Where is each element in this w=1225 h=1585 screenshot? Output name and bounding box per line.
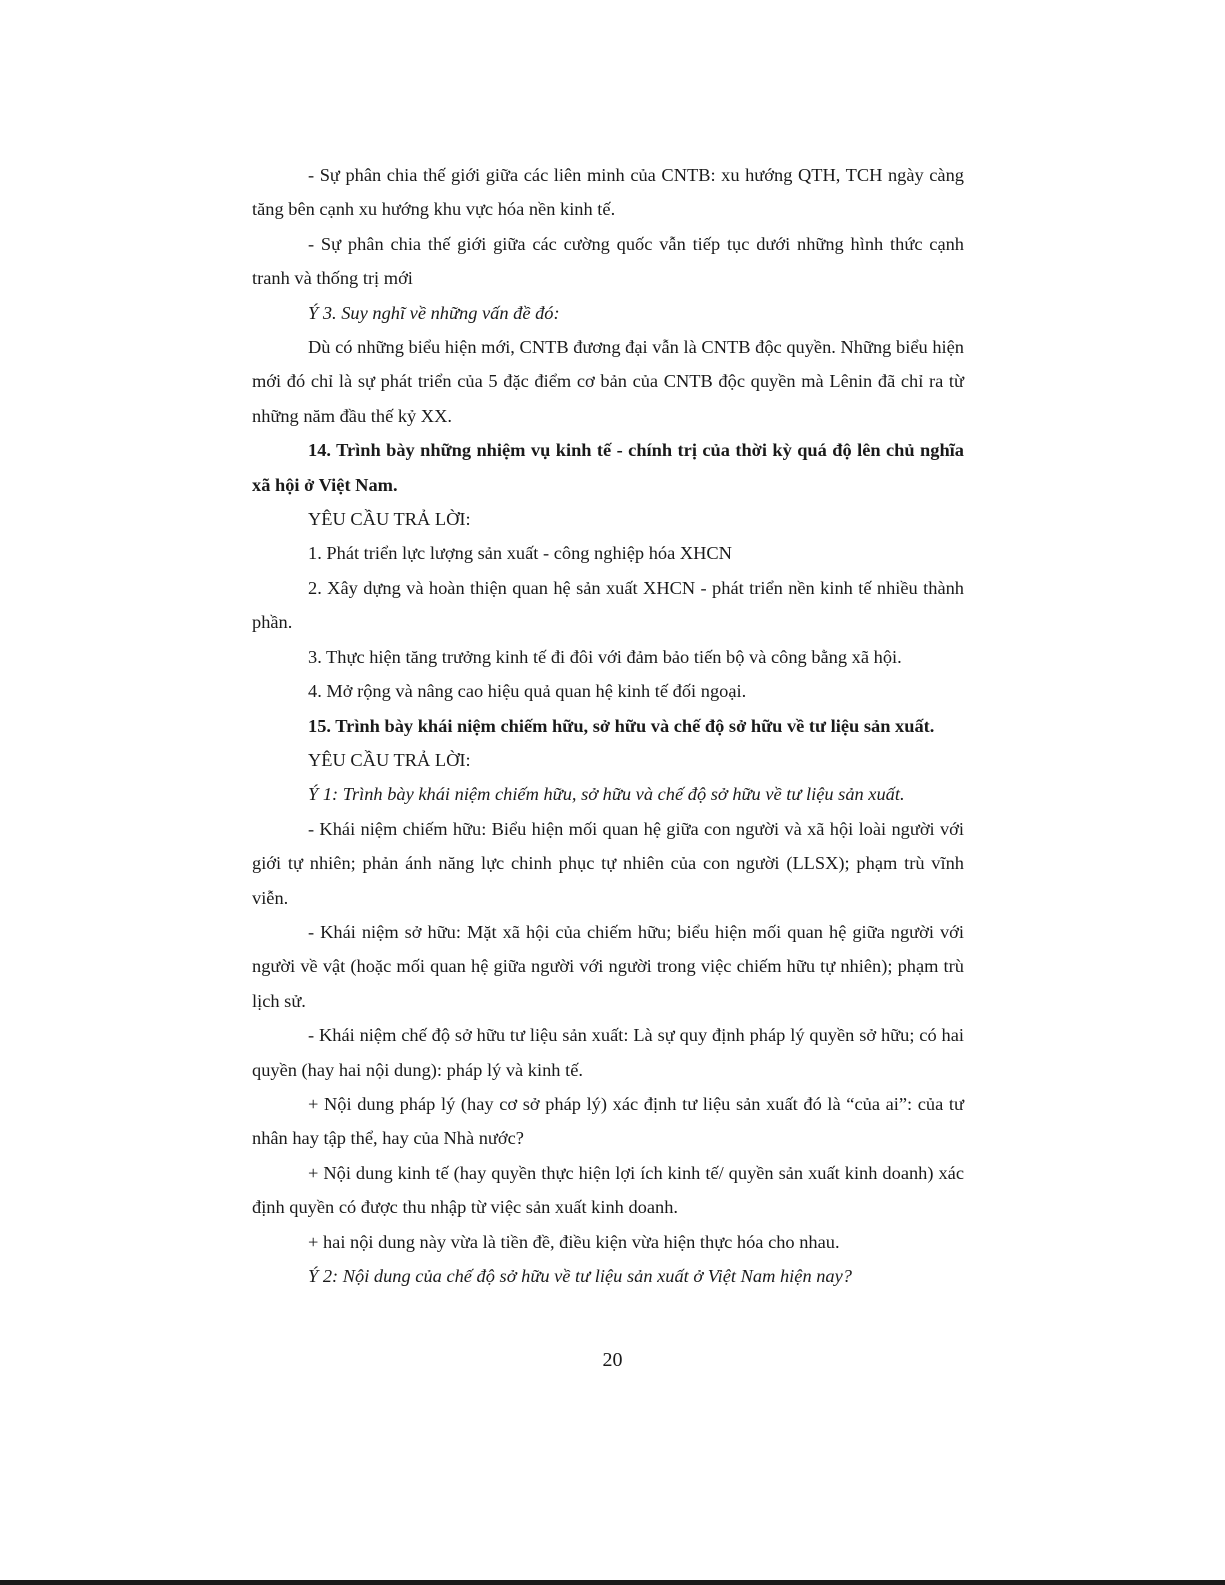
task-item-1: 1. Phát triển lực lượng sản xuất - công nghiệp hóa XHCN — [308, 543, 732, 564]
paragraph-possession-concept: - Khái niệm chiếm hữu: Biểu hiện mối quan hệ giữa con người và xã hội loài người với giới tự nhiên; phản ánh năng lực chinh phục tự nhiên của con người (LLSX); phạm trù vĩnh viễn. — [252, 818, 964, 908]
subheading-y3: Ý 3. Suy nghĩ về những vấn đề đó: — [308, 302, 560, 323]
task-item-4: 4. Mở rộng và nâng cao hiệu quả quan hệ kinh tế đối ngoại. — [308, 681, 747, 702]
task-item-2: 2. Xây dựng và hoàn thiện quan hệ sản xuất XHCN - phát triển nền kinh tế nhiều thành phần. — [252, 577, 964, 633]
answer-requirement-label: YÊU CẦU TRẢ LỜI: — [308, 749, 471, 770]
question-14-heading: 14. Trình bày những nhiệm vụ kinh tế - chính trị của thời kỳ quá độ lên chủ nghĩa xã hội ở Việt Nam. — [252, 440, 964, 495]
paragraph-economic-content: + Nội dung kinh tế (hay quyền thực hiện lợi ích kinh tế/ quyền sản xuất kinh doanh) xác định quyền có được thu nhập từ việc sản xuất kinh doanh. — [252, 1162, 964, 1218]
subheading-y1: Ý 1: Trình bày khái niệm chiếm hữu, sở hữu và chế độ sở hữu về tư liệu sản xuất. — [308, 784, 905, 805]
paragraph-ownership-concept: - Khái niệm sở hữu: Mặt xã hội của chiếm hữu; biểu hiện mối quan hệ giữa người với người về vật (hoặc mối quan hệ giữa người với người trong việc chiếm hữu tự nhiên); phạm trù lịch sử. — [252, 921, 964, 1011]
answer-requirement-label: YÊU CẦU TRẢ LỜI: — [308, 509, 471, 530]
paragraph-both-contents: + hai nội dung này vừa là tiền đề, điều kiện vừa hiện thực hóa cho nhau. — [308, 1231, 840, 1252]
paragraph-legal-content: + Nội dung pháp lý (hay cơ sở pháp lý) xác định tư liệu sản xuất đó là “của ai”: của tư nhân hay tập thể, hay của Nhà nước? — [252, 1093, 964, 1149]
subheading-y2: Ý 2: Nội dung của chế độ sở hữu về tư liệu sản xuất ở Việt Nam hiện nay? — [308, 1266, 852, 1286]
task-item-3: 3. Thực hiện tăng trưởng kinh tế đi đôi với đảm bảo tiến bộ và công bằng xã hội. — [308, 646, 902, 667]
page-number: 20 — [602, 1349, 623, 1371]
question-15-heading: 15. Trình bày khái niệm chiếm hữu, sở hữu và chế độ sở hữu về tư liệu sản xuất. — [308, 715, 935, 736]
document-body — [252, 158, 964, 1293]
paragraph-world-division-alliances: - Sự phân chia thế giới giữa các liên minh của CNTB: xu hướng QTH, TCH ngày càng tăng bên cạnh xu hướng khu vực hóa nền kinh tế. — [252, 165, 964, 220]
paragraph-world-division-powers: - Sự phân chia thế giới giữa các cường quốc vẫn tiếp tục dưới những hình thức cạnh tranh và thống trị mới — [252, 233, 964, 289]
paragraph-y3-body: Dù có những biểu hiện mới, CNTB đương đại vẫn là CNTB độc quyền. Những biểu hiện mới đó chỉ là sự phát triển của 5 đặc điểm cơ bản của CNTB độc quyền mà Lênin đã chỉ ra từ những năm đầu thế kỷ XX. — [252, 337, 964, 426]
paragraph-ownership-regime: - Khái niệm chế độ sở hữu tư liệu sản xuất: Là sự quy định pháp lý quyền sở hữu; có hai quyền (hay hai nội dung): pháp lý và kinh tế. — [252, 1025, 964, 1080]
bottom-border — [0, 1580, 1225, 1585]
